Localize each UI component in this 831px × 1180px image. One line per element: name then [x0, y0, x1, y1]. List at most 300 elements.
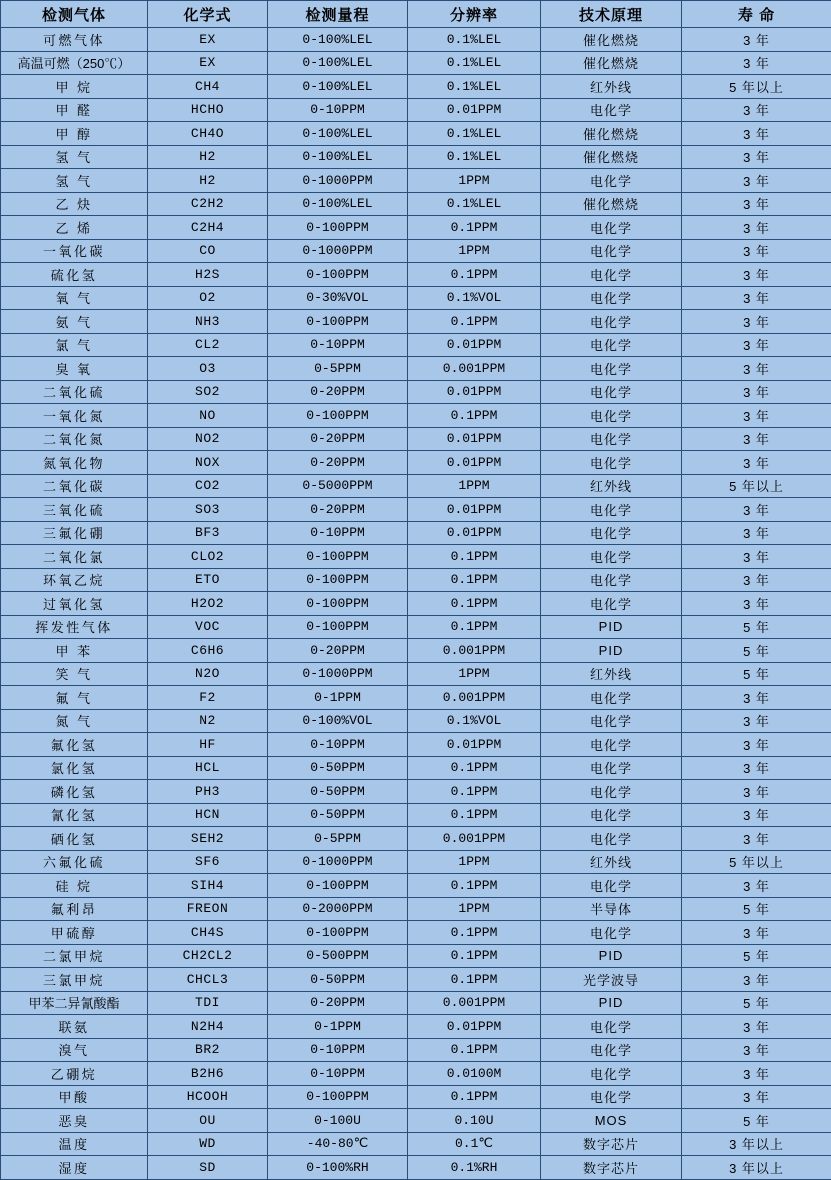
table-row — [1, 686, 831, 710]
table-row — [1, 827, 831, 851]
cell-formula: HF — [148, 733, 268, 757]
cell-principle: PID — [541, 944, 682, 968]
cell-resolution: 0.1PPM — [408, 404, 541, 428]
cell-range: 0-20PPM — [268, 639, 408, 663]
cell-life: 3 年 — [682, 51, 831, 75]
cell-range: 0-30%VOL — [268, 286, 408, 310]
cell-principle: 光学波导 — [541, 968, 682, 992]
cell-life: 3 年 — [682, 686, 831, 710]
cell-principle: 电化学 — [541, 286, 682, 310]
cell-principle: 半导体 — [541, 897, 682, 921]
table-row — [1, 592, 831, 616]
cell-principle: 数字芯片 — [541, 1156, 682, 1180]
table-row — [1, 239, 831, 263]
cell-formula: C2H2 — [148, 192, 268, 216]
cell-life: 3 年 — [682, 145, 831, 169]
cell-resolution: 0.1PPM — [408, 1038, 541, 1062]
table-row — [1, 803, 831, 827]
table-row — [1, 404, 831, 428]
cell-gas: 氟利昂 — [1, 897, 148, 921]
table-row — [1, 427, 831, 451]
table-row — [1, 874, 831, 898]
cell-range: 0-100%RH — [268, 1156, 408, 1180]
cell-gas: 氯化氢 — [1, 756, 148, 780]
cell-principle: 红外线 — [541, 75, 682, 99]
table-row — [1, 169, 831, 193]
cell-principle: 催化燃烧 — [541, 51, 682, 75]
cell-resolution: 0.1PPM — [408, 568, 541, 592]
cell-life: 3 年 — [682, 28, 831, 52]
cell-range: 0-100%LEL — [268, 28, 408, 52]
table-row — [1, 145, 831, 169]
cell-resolution: 0.1PPM — [408, 216, 541, 240]
cell-life: 3 年 — [682, 333, 831, 357]
cell-range: 0-10PPM — [268, 1062, 408, 1086]
cell-resolution: 0.1PPM — [408, 756, 541, 780]
column-header-gas: 检测气体 — [1, 1, 148, 28]
cell-range: 0-100PPM — [268, 592, 408, 616]
cell-formula: NO — [148, 404, 268, 428]
cell-life: 3 年 — [682, 192, 831, 216]
cell-principle: 电化学 — [541, 216, 682, 240]
cell-formula: CH4S — [148, 921, 268, 945]
cell-principle: 电化学 — [541, 921, 682, 945]
table-row — [1, 263, 831, 287]
cell-gas: 氢 气 — [1, 145, 148, 169]
cell-formula: EX — [148, 28, 268, 52]
table-row — [1, 1132, 831, 1156]
cell-resolution: 0.001PPM — [408, 991, 541, 1015]
cell-formula: BF3 — [148, 521, 268, 545]
cell-resolution: 1PPM — [408, 169, 541, 193]
cell-range: 0-10PPM — [268, 333, 408, 357]
cell-resolution: 1PPM — [408, 239, 541, 263]
cell-life: 3 年 — [682, 498, 831, 522]
cell-resolution: 1PPM — [408, 662, 541, 686]
cell-principle: 电化学 — [541, 827, 682, 851]
cell-gas: 氟化氢 — [1, 733, 148, 757]
cell-resolution: 0.01PPM — [408, 521, 541, 545]
cell-resolution: 0.1PPM — [408, 310, 541, 334]
table-row — [1, 216, 831, 240]
cell-resolution: 0.1%LEL — [408, 51, 541, 75]
table-row — [1, 310, 831, 334]
cell-life: 3 年 — [682, 592, 831, 616]
cell-life: 3 年 — [682, 968, 831, 992]
cell-range: 0-100PPM — [268, 263, 408, 287]
cell-life: 3 年 — [682, 122, 831, 146]
cell-formula: NO2 — [148, 427, 268, 451]
cell-life: 3 年 — [682, 98, 831, 122]
cell-life: 3 年 — [682, 357, 831, 381]
cell-principle: 电化学 — [541, 357, 682, 381]
cell-gas: 环氧乙烷 — [1, 568, 148, 592]
cell-range: 0-1000PPM — [268, 850, 408, 874]
cell-gas: 二氧化碳 — [1, 474, 148, 498]
table-row — [1, 1015, 831, 1039]
cell-gas: 恶臭 — [1, 1109, 148, 1133]
cell-resolution: 0.1PPM — [408, 1085, 541, 1109]
cell-life: 3 年 — [682, 780, 831, 804]
cell-gas: 高温可燃（250℃） — [1, 51, 148, 75]
cell-life: 3 年 — [682, 286, 831, 310]
cell-gas: 甲酸 — [1, 1085, 148, 1109]
table-row — [1, 568, 831, 592]
cell-formula: CLO2 — [148, 545, 268, 569]
cell-principle: 红外线 — [541, 474, 682, 498]
table-row — [1, 639, 831, 663]
cell-principle: 电化学 — [541, 521, 682, 545]
cell-formula: N2H4 — [148, 1015, 268, 1039]
cell-life: 5 年 — [682, 662, 831, 686]
cell-formula: SO2 — [148, 380, 268, 404]
cell-life: 3 年 — [682, 803, 831, 827]
cell-range: 0-10PPM — [268, 733, 408, 757]
table-row — [1, 192, 831, 216]
cell-principle: 催化燃烧 — [541, 122, 682, 146]
cell-range: 0-100PPM — [268, 216, 408, 240]
cell-range: 0-20PPM — [268, 498, 408, 522]
column-header-formula: 化学式 — [148, 1, 268, 28]
table-row — [1, 991, 831, 1015]
cell-life: 3 年 — [682, 568, 831, 592]
cell-resolution: 0.1%LEL — [408, 192, 541, 216]
cell-formula: PH3 — [148, 780, 268, 804]
cell-gas: 湿度 — [1, 1156, 148, 1180]
cell-gas: 氨 气 — [1, 310, 148, 334]
cell-principle: 电化学 — [541, 592, 682, 616]
cell-gas: 氧 气 — [1, 286, 148, 310]
cell-range: 0-100%VOL — [268, 709, 408, 733]
cell-resolution: 0.1PPM — [408, 921, 541, 945]
cell-principle: 电化学 — [541, 1038, 682, 1062]
table-row — [1, 756, 831, 780]
table-row — [1, 780, 831, 804]
cell-formula: N2 — [148, 709, 268, 733]
table-body — [1, 28, 831, 1180]
cell-formula: H2S — [148, 263, 268, 287]
cell-life: 3 年 — [682, 1062, 831, 1086]
cell-gas: 三氟化硼 — [1, 521, 148, 545]
cell-resolution: 0.1%VOL — [408, 709, 541, 733]
cell-resolution: 0.1%LEL — [408, 28, 541, 52]
cell-formula: CL2 — [148, 333, 268, 357]
cell-principle: 催化燃烧 — [541, 192, 682, 216]
cell-gas: 乙 炔 — [1, 192, 148, 216]
table-row — [1, 333, 831, 357]
cell-gas: 三氯甲烷 — [1, 968, 148, 992]
cell-resolution: 0.01PPM — [408, 1015, 541, 1039]
cell-principle: 催化燃烧 — [541, 28, 682, 52]
cell-principle: 电化学 — [541, 263, 682, 287]
cell-gas: 氮 气 — [1, 709, 148, 733]
cell-range: -40-80℃ — [268, 1132, 408, 1156]
cell-resolution: 0.01PPM — [408, 98, 541, 122]
cell-life: 3 年 — [682, 239, 831, 263]
table-row — [1, 498, 831, 522]
cell-formula: B2H6 — [148, 1062, 268, 1086]
cell-formula: CH4O — [148, 122, 268, 146]
cell-gas: 甲硫醇 — [1, 921, 148, 945]
cell-formula: FREON — [148, 897, 268, 921]
cell-range: 0-100PPM — [268, 310, 408, 334]
cell-gas: 乙硼烷 — [1, 1062, 148, 1086]
cell-life: 5 年 — [682, 1109, 831, 1133]
cell-life: 5 年以上 — [682, 474, 831, 498]
cell-gas: 甲 苯 — [1, 639, 148, 663]
cell-resolution: 0.01PPM — [408, 498, 541, 522]
table-row — [1, 944, 831, 968]
cell-life: 3 年 — [682, 427, 831, 451]
cell-formula: O3 — [148, 357, 268, 381]
cell-range: 0-100U — [268, 1109, 408, 1133]
cell-gas: 一氧化碳 — [1, 239, 148, 263]
table-row — [1, 615, 831, 639]
cell-resolution: 0.1PPM — [408, 874, 541, 898]
cell-range: 0-20PPM — [268, 991, 408, 1015]
column-header-life: 寿 命 — [682, 1, 831, 28]
cell-resolution: 0.01PPM — [408, 733, 541, 757]
cell-range: 0-20PPM — [268, 427, 408, 451]
cell-principle: 电化学 — [541, 568, 682, 592]
cell-principle: 电化学 — [541, 1015, 682, 1039]
cell-range: 0-1PPM — [268, 686, 408, 710]
cell-range: 0-10PPM — [268, 1038, 408, 1062]
cell-range: 0-100PPM — [268, 921, 408, 945]
cell-formula: SO3 — [148, 498, 268, 522]
cell-gas: 甲苯二异氰酸酯 — [1, 991, 148, 1015]
cell-gas: 磷化氢 — [1, 780, 148, 804]
cell-resolution: 1PPM — [408, 474, 541, 498]
cell-life: 3 年 — [682, 827, 831, 851]
table-row — [1, 921, 831, 945]
cell-resolution: 0.1%LEL — [408, 75, 541, 99]
cell-gas: 氢 气 — [1, 169, 148, 193]
table-row — [1, 545, 831, 569]
cell-resolution: 0.1%RH — [408, 1156, 541, 1180]
cell-gas: 二氧化硫 — [1, 380, 148, 404]
column-header-principle: 技术原理 — [541, 1, 682, 28]
cell-formula: TDI — [148, 991, 268, 1015]
cell-resolution: 0.001PPM — [408, 639, 541, 663]
cell-life: 3 年 — [682, 874, 831, 898]
cell-range: 0-1PPM — [268, 1015, 408, 1039]
cell-life: 5 年以上 — [682, 850, 831, 874]
cell-principle: 红外线 — [541, 850, 682, 874]
cell-life: 5 年以上 — [682, 75, 831, 99]
cell-gas: 甲 醇 — [1, 122, 148, 146]
cell-life: 3 年以上 — [682, 1132, 831, 1156]
cell-principle: 电化学 — [541, 404, 682, 428]
cell-gas: 二氧化氯 — [1, 545, 148, 569]
cell-principle: 电化学 — [541, 498, 682, 522]
cell-formula: HCOOH — [148, 1085, 268, 1109]
cell-range: 0-100PPM — [268, 568, 408, 592]
table-row — [1, 521, 831, 545]
cell-gas: 过氧化氢 — [1, 592, 148, 616]
cell-resolution: 0.1PPM — [408, 545, 541, 569]
cell-resolution: 0.1PPM — [408, 592, 541, 616]
cell-formula: HCN — [148, 803, 268, 827]
cell-principle: 红外线 — [541, 662, 682, 686]
cell-gas: 二氯甲烷 — [1, 944, 148, 968]
cell-principle: PID — [541, 991, 682, 1015]
table-row — [1, 1085, 831, 1109]
cell-formula: NOX — [148, 451, 268, 475]
cell-formula: NH3 — [148, 310, 268, 334]
cell-range: 0-10PPM — [268, 98, 408, 122]
cell-resolution: 0.1%LEL — [408, 122, 541, 146]
cell-principle: 电化学 — [541, 239, 682, 263]
cell-gas: 氯 气 — [1, 333, 148, 357]
cell-principle: 电化学 — [541, 756, 682, 780]
table-row — [1, 662, 831, 686]
cell-principle: 催化燃烧 — [541, 145, 682, 169]
cell-life: 3 年以上 — [682, 1156, 831, 1180]
cell-gas: 二氧化氮 — [1, 427, 148, 451]
cell-resolution: 0.01PPM — [408, 380, 541, 404]
cell-gas: 硒化氢 — [1, 827, 148, 851]
cell-gas: 可燃气体 — [1, 28, 148, 52]
cell-principle: 电化学 — [541, 1062, 682, 1086]
table-row — [1, 474, 831, 498]
cell-formula: VOC — [148, 615, 268, 639]
cell-range: 0-20PPM — [268, 380, 408, 404]
table-row — [1, 850, 831, 874]
cell-life: 3 年 — [682, 1085, 831, 1109]
cell-range: 0-20PPM — [268, 451, 408, 475]
cell-life: 3 年 — [682, 521, 831, 545]
cell-formula: H2 — [148, 145, 268, 169]
cell-principle: 电化学 — [541, 874, 682, 898]
cell-life: 3 年 — [682, 169, 831, 193]
cell-formula: O2 — [148, 286, 268, 310]
cell-formula: C2H4 — [148, 216, 268, 240]
cell-gas: 乙 烯 — [1, 216, 148, 240]
cell-resolution: 0.01PPM — [408, 427, 541, 451]
cell-resolution: 0.001PPM — [408, 686, 541, 710]
cell-formula: ETO — [148, 568, 268, 592]
cell-life: 5 年 — [682, 897, 831, 921]
cell-range: 0-100PPM — [268, 615, 408, 639]
cell-resolution: 0.1%VOL — [408, 286, 541, 310]
cell-range: 0-5PPM — [268, 827, 408, 851]
cell-life: 3 年 — [682, 709, 831, 733]
cell-formula: SF6 — [148, 850, 268, 874]
cell-life: 3 年 — [682, 921, 831, 945]
table-row — [1, 357, 831, 381]
table-row — [1, 1038, 831, 1062]
cell-principle: PID — [541, 615, 682, 639]
cell-gas: 臭 氧 — [1, 357, 148, 381]
cell-resolution: 0.1PPM — [408, 780, 541, 804]
cell-formula: CH2CL2 — [148, 944, 268, 968]
cell-range: 0-5000PPM — [268, 474, 408, 498]
cell-principle: 电化学 — [541, 733, 682, 757]
cell-resolution: 0.1PPM — [408, 944, 541, 968]
cell-principle: 电化学 — [541, 427, 682, 451]
cell-range: 0-2000PPM — [268, 897, 408, 921]
table-row — [1, 122, 831, 146]
table-row — [1, 733, 831, 757]
column-header-resolution: 分辨率 — [408, 1, 541, 28]
table-row — [1, 1109, 831, 1133]
cell-gas: 六氟化硫 — [1, 850, 148, 874]
cell-gas: 硅 烷 — [1, 874, 148, 898]
cell-gas: 甲 烷 — [1, 75, 148, 99]
cell-principle: 电化学 — [541, 545, 682, 569]
table-row — [1, 451, 831, 475]
cell-life: 3 年 — [682, 1015, 831, 1039]
cell-gas: 溴气 — [1, 1038, 148, 1062]
cell-life: 3 年 — [682, 404, 831, 428]
cell-formula: HCHO — [148, 98, 268, 122]
cell-gas: 氮氧化物 — [1, 451, 148, 475]
cell-formula: C6H6 — [148, 639, 268, 663]
table-row — [1, 286, 831, 310]
cell-resolution: 0.1PPM — [408, 803, 541, 827]
cell-principle: 数字芯片 — [541, 1132, 682, 1156]
cell-range: 0-100%LEL — [268, 192, 408, 216]
cell-formula: F2 — [148, 686, 268, 710]
table-row — [1, 75, 831, 99]
cell-gas: 硫化氢 — [1, 263, 148, 287]
table-row — [1, 897, 831, 921]
cell-life: 5 年 — [682, 639, 831, 663]
cell-range: 0-10PPM — [268, 521, 408, 545]
cell-life: 3 年 — [682, 310, 831, 334]
cell-resolution: 1PPM — [408, 850, 541, 874]
cell-formula: CH4 — [148, 75, 268, 99]
cell-range: 0-500PPM — [268, 944, 408, 968]
cell-principle: 电化学 — [541, 333, 682, 357]
cell-life: 5 年 — [682, 991, 831, 1015]
cell-range: 0-1000PPM — [268, 169, 408, 193]
cell-range: 0-1000PPM — [268, 662, 408, 686]
cell-resolution: 0.01PPM — [408, 333, 541, 357]
cell-gas: 温度 — [1, 1132, 148, 1156]
cell-range: 0-100PPM — [268, 1085, 408, 1109]
cell-life: 3 年 — [682, 733, 831, 757]
column-header-range: 检测量程 — [268, 1, 408, 28]
cell-formula: EX — [148, 51, 268, 75]
table-header — [1, 1, 831, 28]
cell-life: 3 年 — [682, 263, 831, 287]
cell-gas: 氰化氢 — [1, 803, 148, 827]
cell-principle: PID — [541, 639, 682, 663]
cell-resolution: 0.1PPM — [408, 263, 541, 287]
table-row — [1, 380, 831, 404]
table-row — [1, 709, 831, 733]
cell-formula: SIH4 — [148, 874, 268, 898]
cell-life: 3 年 — [682, 216, 831, 240]
cell-formula: CO — [148, 239, 268, 263]
cell-principle: 电化学 — [541, 169, 682, 193]
cell-range: 0-100%LEL — [268, 51, 408, 75]
cell-formula: SEH2 — [148, 827, 268, 851]
cell-principle: 电化学 — [541, 803, 682, 827]
cell-gas: 挥发性气体 — [1, 615, 148, 639]
table-header-row — [1, 1, 831, 28]
cell-range: 0-50PPM — [268, 968, 408, 992]
cell-resolution: 0.0100M — [408, 1062, 541, 1086]
cell-formula: H2O2 — [148, 592, 268, 616]
cell-formula: WD — [148, 1132, 268, 1156]
cell-principle: 电化学 — [541, 98, 682, 122]
cell-formula: SD — [148, 1156, 268, 1180]
cell-formula: H2 — [148, 169, 268, 193]
cell-resolution: 0.1℃ — [408, 1132, 541, 1156]
